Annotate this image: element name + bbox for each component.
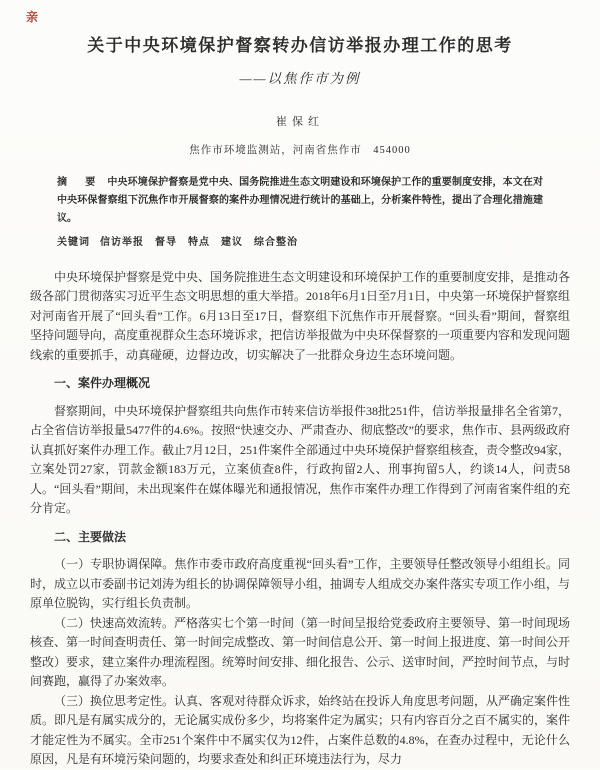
corner-mark: 亲 <box>26 10 39 24</box>
paper-title: 关于中央环境保护督察转办信访举报办理工作的思考 <box>87 36 513 55</box>
paragraph-section2-item1: （一）专职协调保障。焦作市委市政府高度重视“回头看”工作，主要领导任整改领导小组组长。同时，成立以市委副书记刘涛为组长的协调保障领导小组，抽调专人组成交办案件落实专项工作小组，与原单位脱钩，实行组长负责制。 <box>30 557 571 611</box>
keywords-block <box>57 233 543 248</box>
abstract-text: 中央环境保护督察是党中央、国务院推进生态文明建设和环境保护工作的重要制度安排，本文在对中央环保督察组下沉焦作市开展督察的案件办理情况进行统计的基础上，分析案件特性，提出了合理化措施建议。 <box>57 176 544 224</box>
keywords-text: 信访举报 督导 特点 建议 综合整治 <box>100 236 298 248</box>
keywords-label: 关键词 <box>57 236 90 248</box>
author-affiliation: 焦作市环境监测站，河南省焦作市 454000 <box>189 144 411 156</box>
section-heading-2: 二、主要做法 <box>54 529 127 544</box>
author-name: 崔保红 <box>276 115 324 128</box>
abstract-block <box>57 174 543 228</box>
article-body <box>30 268 570 770</box>
paragraph-section2-item3: （三）换位思考定性。认真、客观对待群众诉求，始终站在投诉人角度思考问题，从严确定案件性质。即凡是有属实成分的，无论属实成份多少，均将案件定为属实；只有内容百分之百不属实的，案件才能定性为不属实。全市251个案件中不属实仅为12件，占案件总数的4.8%，在查办过程中，无论什么原因，凡是有环境污染问题的，均要求查处和纠正环境违法行为，尽力 <box>30 693 571 767</box>
section-heading-1: 一、案件办理概况 <box>54 376 151 391</box>
paragraph-section1: 督察期间，中央环境保护督察组共向焦作市转来信访举报件38批251件，信访举报量排名全省第7，占全省信访举报量5477件的4.6%。按照“快速交办、严肃查办、彻底整改”的要求，焦作市、县两级政府认真抓好案件办理工作。截止7月12日，251件案件全部通过中央环境保护督察组核查，责令整改94家，立案处罚27家，罚款金额183万元，立案侦查8件，行政拘留2人、刑事拘留5人，约谈14人，问责58人。“回头看”期间，未出现案件在媒体曝光和通报情况，焦作市案件办理工作得到了河南省案件组的充分肯定。 <box>30 403 571 516</box>
paragraph-intro: 中央环境保护督察是党中央、国务院推进生态文明建设和环境保护工作的重要制度安排，是推动各级各部门贯彻落实习近平生态文明思想的重大举措。2018年6月1日至7月1日，中央第一环境保护督察组对河南省开展了“回头看”工作。6月13日至17日，督察组下沉焦作市开展督察。“回头看”期间，督察组坚持问题导向，高度重视群众生态环境诉求，把信访举报做为中央环保督察的一项重要内容和发现问题线索的重要抓手，动真碰硬，边督边改，切实解决了一批群众身边生态环境问题。 <box>30 269 571 362</box>
abstract-label: 摘 要 <box>57 176 100 188</box>
paragraph-section2-item2: （二）快速高效流转。严格落实七个第一时间（第一时间呈报给党委政府主要领导、第一时间现场核查、第一时间查明责任、第一时间完成整改、第一时间信息公开、第一时间上报进度、第一时间公开整改）要求，建立案件办理流程图。统筹时间安排、细化报告、公示、送审时间，严控时间节点，与时间赛跑，赢得了办案效率。 <box>30 615 571 689</box>
paper-subtitle: ——以焦作市为例 <box>239 70 361 86</box>
